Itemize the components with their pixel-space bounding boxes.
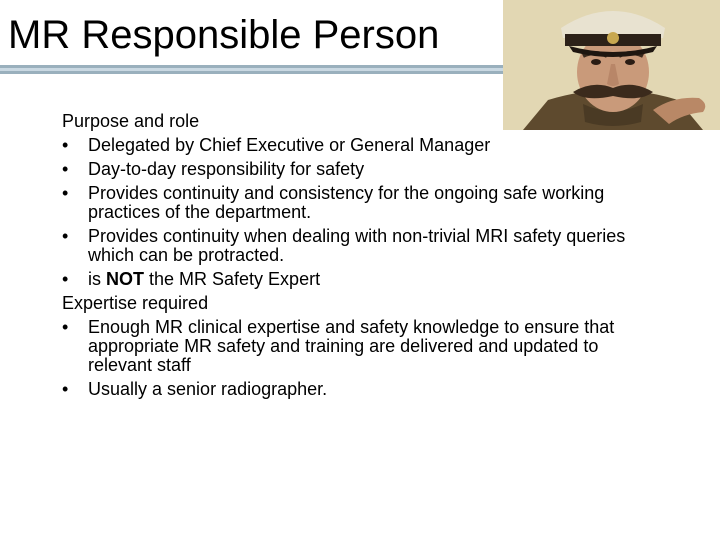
bullet-dot: • [62,183,69,203]
bullet-item [62,160,662,179]
bullet-item-not-expert [62,270,662,289]
bullet-text: Delegated by Chief Executive or General Manager [88,135,491,155]
title-underline-highlight [0,68,560,71]
purpose-heading: Purpose and role [62,111,200,131]
bullet-text: Day-to-day responsibility for safety [88,159,365,179]
bullet-text: Provides continuity and consistency for the ongoing safe working practices of the department. [88,183,605,222]
expertise-heading: Expertise required [62,293,209,313]
bullet-item [62,318,662,375]
bullet-text-emphasis: NOT [106,269,144,289]
bullet-text-prefix: is [88,269,106,289]
bullet-text: Provides continuity when dealing with non-trivial MRI safety queries which can be protracted. [88,226,626,265]
bullet-item [62,380,662,399]
portrait-image [503,0,720,130]
bullet-dot: • [62,317,69,337]
slide-title: MR Responsible Person [8,13,440,57]
bullet-dot: • [62,226,69,246]
bullet-item [62,136,662,155]
bullet-dot: • [62,159,69,179]
bullet-item [62,227,662,265]
bullet-text: Usually a senior radiographer. [88,379,328,399]
bullet-dot: • [62,379,69,399]
title-underline [0,65,560,74]
bullet-dot: • [62,269,69,289]
slide-body [62,112,662,404]
bullet-text: Enough MR clinical expertise and safety knowledge to ensure that appropriate MR safety and training are delivered and updated to relevant staff [88,317,615,375]
bullet-item [62,184,662,222]
bullet-text-suffix: the MR Safety Expert [144,269,321,289]
bullet-dot: • [62,135,69,155]
